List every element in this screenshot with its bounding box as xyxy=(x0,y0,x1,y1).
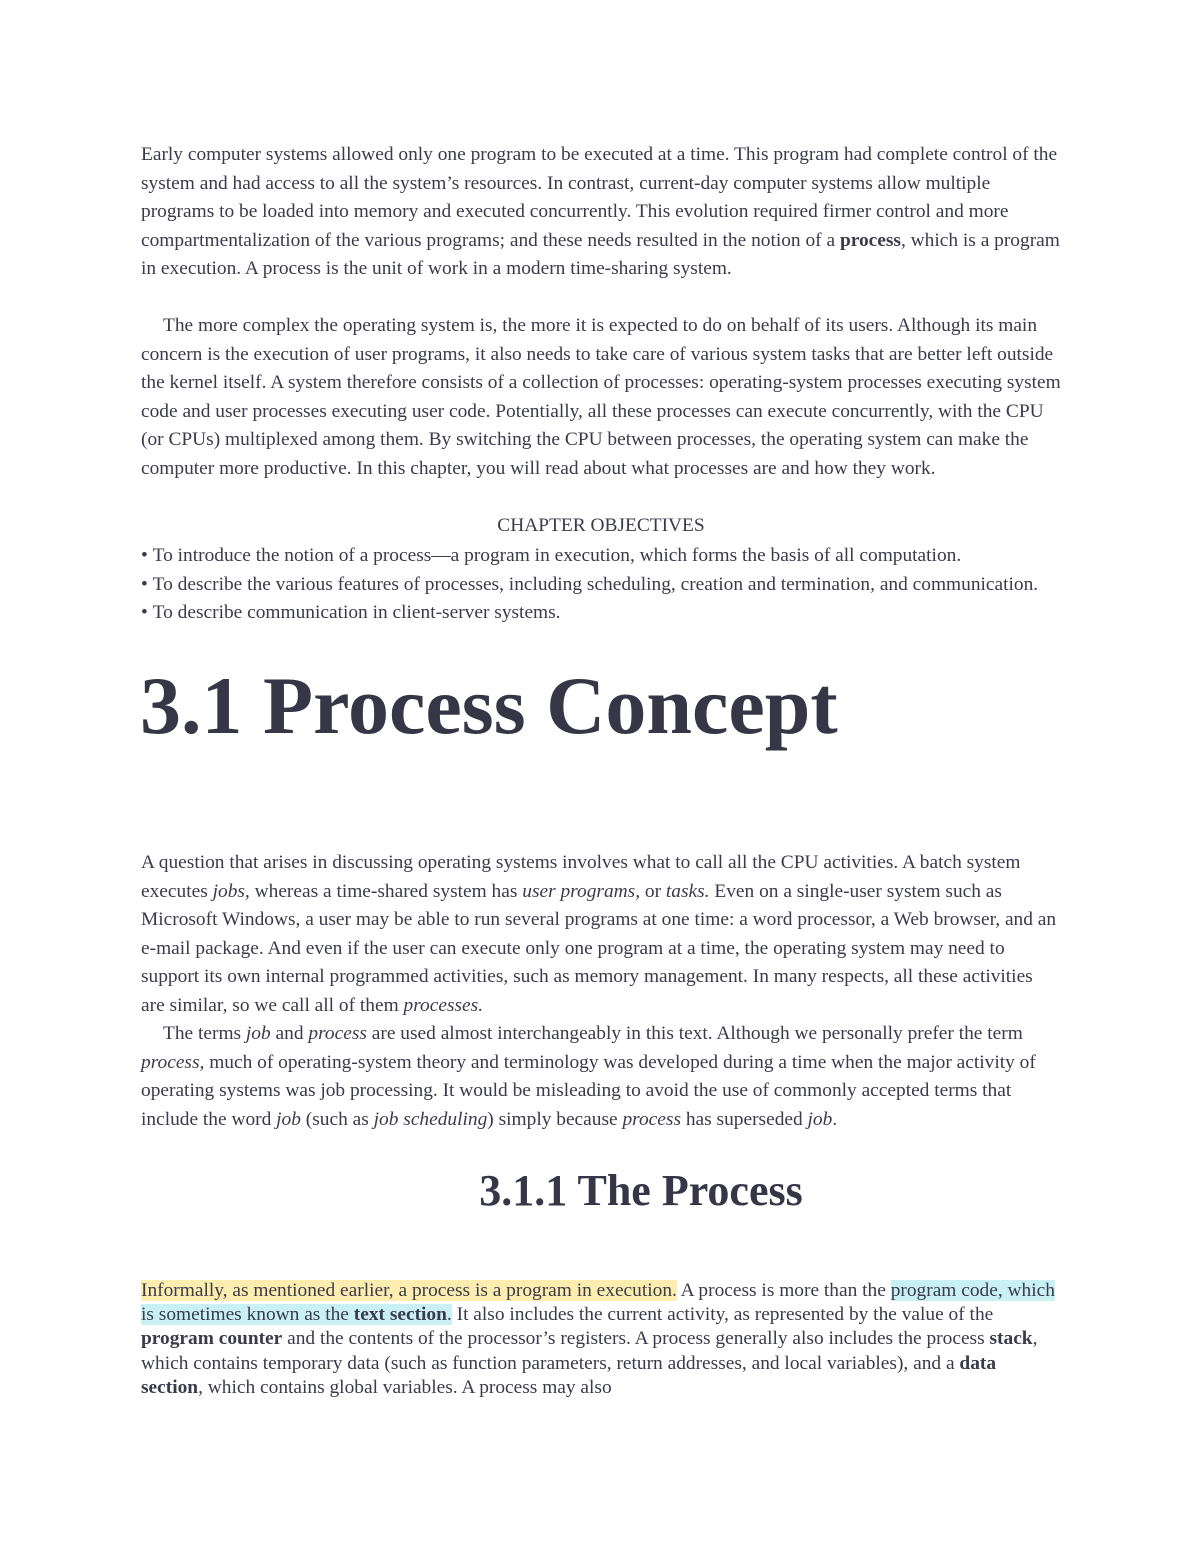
bold-term-stack: stack xyxy=(989,1328,1033,1350)
italic-term: job xyxy=(807,1108,833,1130)
italic-term: job xyxy=(245,1023,271,1044)
objective-item: • To describe communication in client-server systems. xyxy=(141,599,1071,628)
text-run: A process is more than the xyxy=(676,1280,891,1301)
chapter-objectives-title: CHAPTER OBJECTIVES xyxy=(497,515,705,536)
section-3-1-paragraph-2 xyxy=(141,1020,1061,1134)
italic-term: process, xyxy=(141,1051,205,1073)
text-run: . xyxy=(446,1304,452,1326)
text-run: (such as xyxy=(300,1108,374,1130)
italic-term: user programs, xyxy=(522,880,641,902)
section-heading-3-1-1: 3.1.1 The Process xyxy=(479,1166,803,1215)
text-run: and the contents of the processor’s registers. A process generally also includes the process xyxy=(282,1328,990,1350)
bold-term-text-section: text section xyxy=(353,1304,447,1326)
text-run: , which is a program in execution. A process is the unit of work in a modern time-sharing system. xyxy=(141,229,1060,280)
text-run: , which contains temporary data (such as function parameters, return addresses, and local variables), and a xyxy=(141,1328,1038,1374)
text-run: A question that arises in discussing operating systems involves what to call all the CPU activities. A batch system executes xyxy=(141,852,1021,902)
section-3-1-paragraph-1 xyxy=(141,849,1061,1021)
italic-term: tasks. xyxy=(665,880,710,902)
text-run: or xyxy=(640,880,666,902)
text-run: Even on a single-user system such as Microsoft Windows, a user may be able to run several programs at one time: a word processor, a Web browser, and an e-mail package. And even if the user can execute only one program at a time, the operating system may need to support its own internal programmed activities, such as memory management. In many respects, all these activities are similar, so we call all of them xyxy=(141,880,1057,1016)
section-3-1-1-paragraph-1 xyxy=(141,1279,1061,1400)
bold-term-data-section: data section xyxy=(141,1352,997,1398)
yellow-highlight: Informally, as mentioned earlier, a process is a program in execution. xyxy=(141,1280,677,1301)
italic-term: processes. xyxy=(403,994,484,1016)
objective-item: • To describe the various features of processes, including scheduling, creation and termination, and communication. xyxy=(141,571,1071,600)
text-run: whereas a time-shared system has xyxy=(249,880,523,902)
bold-term-program-counter: program counter xyxy=(141,1328,283,1350)
text-run: and xyxy=(270,1023,309,1044)
intro-paragraph-2: The more complex the operating system is, the more it is expected to do on behalf of its users. Although its main concern is the execution of user programs, it also needs to take care of various system tasks that are better left outside the kernel itself. A system therefore consists of a collection of processes: operating-system processes executing system code and user processes executing user code. Potentially, all these processes can execute concurrently, with the CPU (or CPUs) multiplexed among them. By switching the CPU between processes, the operating system can make the computer more productive. In this chapter, you will read about what processes are and how they work. xyxy=(141,315,1061,479)
text-run: program code, which is sometimes known as the xyxy=(141,1280,1055,1326)
italic-term: process xyxy=(308,1023,367,1044)
text-run: . xyxy=(832,1108,838,1130)
text-run: has superseded xyxy=(681,1108,808,1130)
italic-term: jobs, xyxy=(212,880,250,902)
italic-term: job xyxy=(276,1108,301,1130)
section-heading-3-1: 3.1 Process Concept xyxy=(140,660,838,751)
bold-term-process: process xyxy=(839,229,901,251)
intro-paragraph-1 xyxy=(141,141,1061,284)
text-run: ) simply because xyxy=(487,1108,623,1130)
text-run: are used almost interchangeably in this text. Although we personally prefer the term xyxy=(366,1023,1023,1044)
text-run: It also includes the current activity, as represented by the value of the xyxy=(451,1304,994,1326)
italic-term: process xyxy=(622,1108,681,1130)
chapter-objectives-list xyxy=(141,542,1071,628)
text-run: The terms xyxy=(163,1023,246,1044)
text-run: much of operating-system theory and terminology was developed during a time when the major activity of operating systems was job processing. It would be misleading to avoid the use of commonly accepted terms that include the word xyxy=(141,1051,1036,1130)
text-run: , which contains global variables. A process may also xyxy=(198,1376,612,1398)
text-run: Early computer systems allowed only one program to be executed at a time. This program had complete control of the system and had access to all the system’s resources. In contrast, current-day computer systems allow multiple programs to be loaded into memory and executed concurrently. This evolution required firmer control and more compartmentalization of the various programs; and these needs resulted in the notion of a xyxy=(141,144,1058,251)
italic-term: job scheduling xyxy=(373,1108,488,1130)
objective-item: • To introduce the notion of a process—a program in execution, which forms the basis of all computation. xyxy=(141,542,1071,571)
